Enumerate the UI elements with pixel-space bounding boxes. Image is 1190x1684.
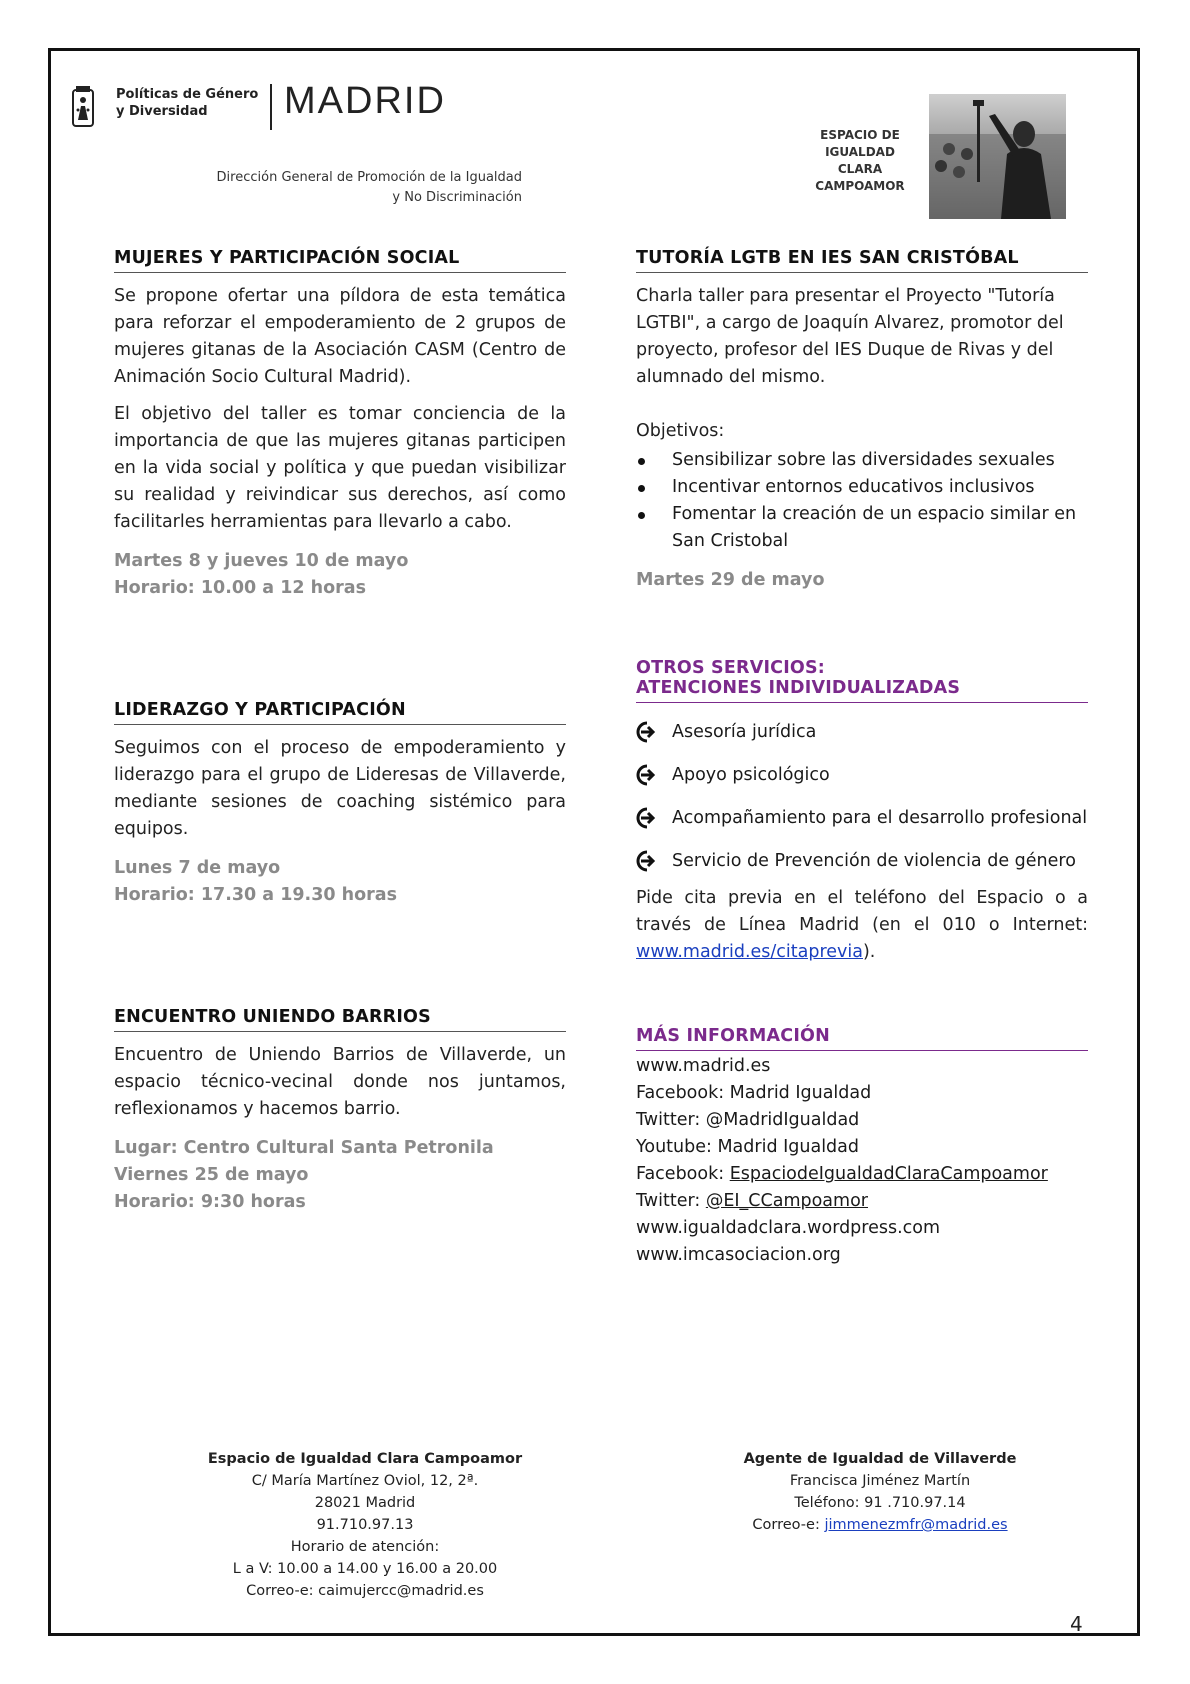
bullet-icon (638, 458, 645, 465)
service-text: Acompañamiento para el desarrollo profesional (672, 808, 1088, 828)
footer-espacio-igualdad (180, 1448, 550, 1602)
event-meta (114, 855, 566, 909)
footer-email-label: Correo-e: (752, 1517, 825, 1533)
section-paragraph: Seguimos con el proceso de empoderamiento y liderazgo para el grupo de Lideresas de Villaverde, mediante sesiones de coaching sistémico para equipos. (114, 738, 566, 839)
section-uniendo-barrios (114, 1007, 566, 1216)
footer-email (700, 1514, 1060, 1536)
event-meta (114, 548, 566, 602)
event-date: Lunes 7 de mayo (114, 858, 281, 878)
list-item (636, 447, 1088, 474)
objective-text: Fomentar la creación de un espacio similar en San Cristobal (672, 504, 1077, 551)
section-otros-servicios (636, 658, 1088, 966)
section-mujeres-participacion (114, 248, 566, 602)
info-line[interactable]: www.igualdadclara.wordpress.com (636, 1218, 941, 1238)
event-place: Lugar: Centro Cultural Santa Petronila (114, 1138, 494, 1158)
event-date: Martes 8 y jueves 10 de mayo (114, 551, 409, 571)
section-title: MÁS INFORMACIÓN (636, 1026, 1088, 1051)
event-time: Horario: 9:30 horas (114, 1192, 306, 1212)
event-date: Martes 29 de mayo (636, 570, 825, 590)
objective-text: Sensibilizar sobre las diversidades sexuales (672, 450, 1055, 470)
objective-text: Incentivar entornos educativos inclusivos (672, 477, 1035, 497)
section-liderazgo (114, 700, 566, 909)
info-line: Facebook: Madrid Igualdad (636, 1083, 872, 1103)
cita-previa-paragraph (636, 885, 1088, 966)
info-label: Facebook: (636, 1164, 730, 1184)
footer-phone: 91.710.97.13 (316, 1517, 414, 1533)
footer-title: Espacio de Igualdad Clara Campoamor (207, 1451, 523, 1467)
logo-sub-line2: y No Discriminación (392, 190, 522, 205)
info-label: Twitter: (636, 1191, 706, 1211)
section-title (636, 658, 1088, 703)
section-paragraph: Encuentro de Uniendo Barrios de Villaverde, un espacio técnico-vecinal donde nos juntamos, reflexionamos y hacemos barrio. (114, 1045, 566, 1119)
logo-subtitle (152, 168, 522, 208)
list-item (636, 848, 1088, 875)
info-line (636, 1188, 1088, 1215)
event-meta (114, 1135, 566, 1216)
event-time: Horario: 17.30 a 19.30 horas (114, 885, 397, 905)
twitter-link[interactable]: @EI_CCampoamor (705, 1191, 868, 1211)
service-text: Asesoría jurídica (672, 722, 817, 742)
clara-line4: CAMPOAMOR (815, 179, 905, 193)
section-title-line2: ATENCIONES INDIVIDUALIZADAS (636, 678, 961, 698)
services-list (636, 719, 1088, 875)
logo-city: MADRID (284, 80, 446, 122)
info-list (636, 1053, 1088, 1269)
cita-previa-link[interactable]: www.madrid.es/citaprevia (636, 942, 863, 962)
logo-line2: y Diversidad (116, 104, 208, 119)
logo-department (116, 86, 258, 120)
footer-name: Francisca Jiménez Martín (789, 1473, 971, 1489)
section-title-line1: OTROS SERVICIOS: (636, 658, 825, 678)
footer-phone: Teléfono: 91 .710.97.14 (794, 1495, 966, 1511)
info-line: Twitter: @MadridIgualdad (636, 1110, 860, 1130)
clara-line2: IGUALDAD (825, 145, 895, 159)
bullet-icon (638, 512, 645, 519)
clara-campoamor-label (810, 127, 910, 195)
logo-line1: Políticas de Género (116, 87, 259, 102)
list-item (636, 805, 1088, 832)
section-paragraph: El objetivo del taller es tomar conciencia de la importancia de que las mujeres gitanas participen en la vida social y política y que puedan visibilizar su realidad y reivindicar sus derechos, así como facilitarles herramientas para llevarlo a cabo. (114, 404, 566, 532)
info-line[interactable]: www.madrid.es (636, 1056, 771, 1076)
bullet-icon (638, 485, 645, 492)
logo-divider (270, 84, 272, 130)
page-number: 4 (1070, 1612, 1083, 1636)
list-item (636, 762, 1088, 789)
footer-email-link[interactable]: jimmenezmfr@madrid.es (824, 1517, 1008, 1533)
section-title: MUJERES Y PARTICIPACIÓN SOCIAL (114, 248, 566, 273)
left-column (114, 248, 566, 1216)
cita-text: Pide cita previa en el teléfono del Espacio o a través de Línea Madrid (en el 010 o Internet: (636, 888, 1088, 935)
footer-hours-label: Horario de atención: (290, 1539, 440, 1555)
service-text: Servicio de Prevención de violencia de género (672, 851, 1076, 871)
footer-address: C/ María Martínez Oviol, 12, 2ª. (251, 1473, 479, 1489)
clara-campoamor-photo (929, 94, 1066, 219)
arrow-right-circle-icon (636, 850, 658, 872)
event-meta (636, 567, 1088, 594)
arrow-right-circle-icon (636, 721, 658, 743)
info-line (636, 1161, 1088, 1188)
footer-agente-igualdad (700, 1448, 1060, 1536)
service-text: Apoyo psicológico (672, 765, 830, 785)
info-line: Youtube: Madrid Igualdad (636, 1137, 859, 1157)
objectives-label: Objetivos: (636, 421, 725, 441)
section-paragraph: Charla taller para presentar el Proyecto "Tutoría LGTBI", a cargo de Joaquín Alvarez, promotor del proyecto, profesor del IES Duque de Rivas y del alumnado del mismo. (636, 286, 1064, 387)
event-time: Horario: 10.00 a 12 horas (114, 578, 366, 598)
footer-email: Correo-e: caimujercc@madrid.es (246, 1583, 484, 1599)
footer-title: Agente de Igualdad de Villaverde (743, 1451, 1017, 1467)
section-title: TUTORÍA LGTB EN IES SAN CRISTÓBAL (636, 248, 1088, 273)
logo-sub-line1: Dirección General de Promoción de la Igualdad (216, 170, 522, 185)
clara-line1: ESPACIO DE (820, 128, 900, 142)
facebook-link[interactable]: EspaciodeIgualdadClaraCampoamor (729, 1164, 1048, 1184)
list-item (636, 719, 1088, 746)
arrow-right-circle-icon (636, 807, 658, 829)
section-title: ENCUENTRO UNIENDO BARRIOS (114, 1007, 566, 1032)
section-title: LIDERAZGO Y PARTICIPACIÓN (114, 700, 566, 725)
event-date: Viernes 25 de mayo (114, 1165, 309, 1185)
objectives-list (636, 447, 1088, 555)
section-mas-informacion (636, 1026, 1088, 1269)
footer-city: 28021 Madrid (314, 1495, 416, 1511)
info-line[interactable]: www.imcasociacion.org (636, 1245, 841, 1265)
right-column (636, 248, 1088, 1269)
arrow-right-circle-icon (636, 764, 658, 786)
clara-line3: CLARA (837, 162, 883, 176)
list-item (636, 474, 1088, 501)
footer-hours: L a V: 10.00 a 14.00 y 16.00 a 20.00 (232, 1561, 498, 1577)
list-item (636, 501, 1088, 555)
section-paragraph: Se propone ofertar una píldora de esta temática para reforzar el empoderamiento de 2 grupos de mujeres gitanas de la Asociación CASM (Centro de Animación Socio Cultural Madrid). (114, 286, 566, 387)
madrid-crest-icon (72, 86, 94, 130)
cita-end: ). (862, 942, 876, 962)
section-tutoria-lgtb (636, 248, 1088, 594)
